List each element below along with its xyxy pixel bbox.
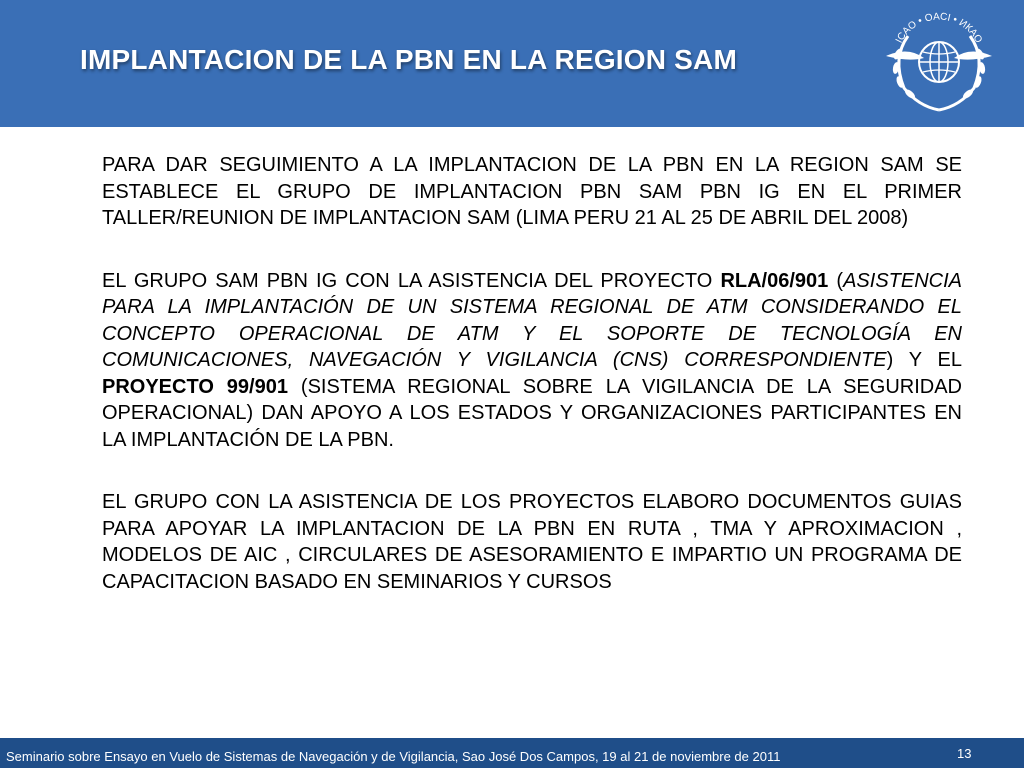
slide-title: IMPLANTACION DE LA PBN EN LA REGION SAM (80, 44, 737, 75)
paragraph-2 (102, 268, 962, 454)
slide-body (102, 152, 962, 631)
paragraph-3: EL GRUPO CON LA ASISTENCIA DE LOS PROYECTOS ELABORO DOCUMENTOS GUIAS PARA APOYAR LA IMPLANTACION DE LA PBN EN RUTA , TMA Y APROXIMACION , MODELOS DE AIC , CIRCULARES DE ASESORAMIENTO E IMPARTIO UN PROGRAMA DE CAPACITACION BASADO EN SEMINARIOS Y CURSOS (102, 491, 962, 593)
project-99-901: PROYECTO 99/901 (102, 375, 288, 398)
footer-text: Seminario sobre Ensayo en Vuelo de Sistemas de Navegación y de Vigilancia, Sao José Dos Campos, 19 al 21 de noviembre de 2011 (6, 749, 781, 764)
paragraph-2-part2: ( (828, 269, 844, 292)
project-description: ASISTENCIA PARA LA IMPLANTACIÓN DE UN SISTEMA REGIONAL DE ATM CONSIDERANDO EL CONCEPTO OPERACIONAL DE ATM Y EL SOPORTE DE TECNOLOGÍA EN COMUNICACIONES, NAVEGACIÓN Y VIGILANCIA (CNS) CORRESPONDIENTE (102, 269, 962, 371)
paragraph-1: PARA DAR SEGUIMIENTO A LA IMPLANTACION DE LA PBN EN LA REGION SAM SE ESTABLECE EL GRUPO DE IMPLANTACION PBN SAM PBN IG EN EL PRIMER TALLER/REUNION DE IMPLANTACION SAM (LIMA PERU 21 AL 25 DE ABRIL DEL 2008) (102, 154, 962, 229)
paragraph-2-part1: EL GRUPO SAM PBN IG CON LA ASISTENCIA DEL PROYECTO (102, 269, 721, 292)
paragraph-2-part4: (SISTEMA REGIONAL SOBRE LA VIGILANCIA DE LA SEGURIDAD OPERACIONAL) DAN APOYO A LOS ESTADOS Y ORGANIZACIONES PARTICIPANTES EN LA IMPLANTACIÓN DE LA PBN. (102, 375, 962, 451)
slide-header (0, 0, 1024, 127)
icao-emblem-icon (878, 6, 1000, 120)
project-rla-06-901: RLA/06/901 (720, 269, 829, 292)
paragraph-2-part3: ) Y EL (886, 349, 963, 371)
slide-footer (0, 738, 1024, 768)
svg-text:ICAO • OACI • ИКАО: ICAO • OACI • ИКАО (893, 11, 985, 46)
page-number: 13 (957, 746, 972, 761)
